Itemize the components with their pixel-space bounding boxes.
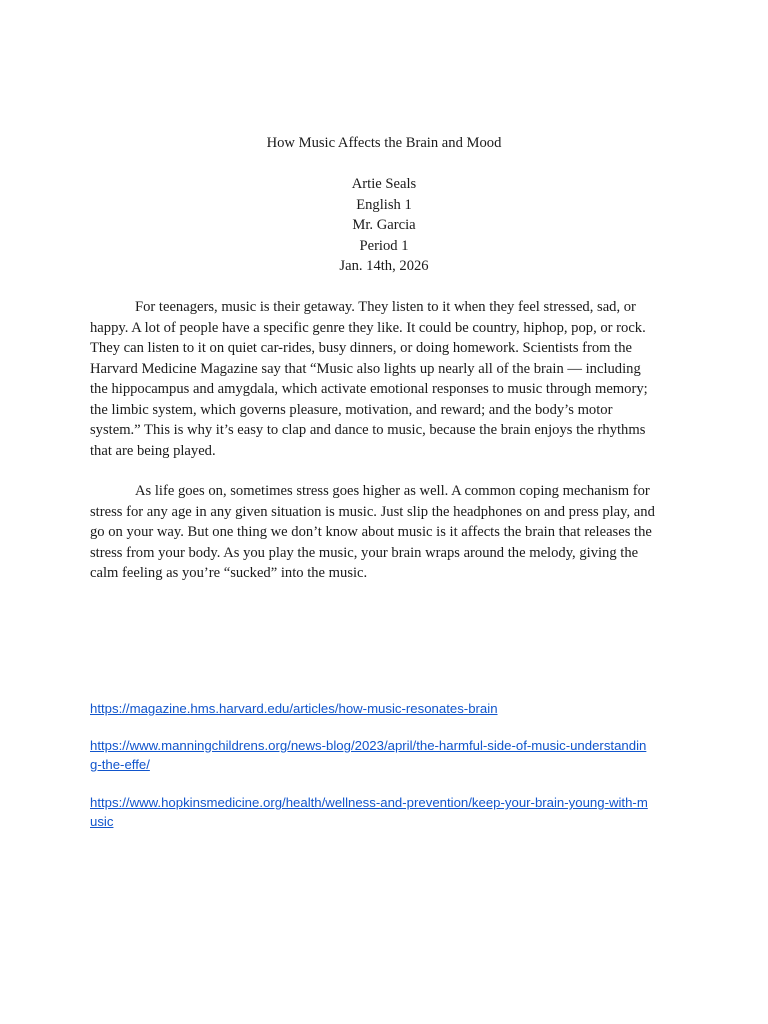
paragraph-line: stress for any age in any given situation is music. Just slip the headphones on and press play, and: [90, 503, 655, 520]
class-period: Period 1: [359, 237, 409, 254]
teacher-name: Mr. Garcia: [352, 217, 416, 233]
link-text: https://www.hopkinsmedicine.org/health/wellness-and-prevention/keep-your-brain-young-with-m: [90, 795, 648, 810]
paragraph-2: [90, 481, 676, 584]
paragraph-line: As life goes on, sometimes stress goes higher as well. A common coping mechanism for: [135, 483, 650, 499]
link-text: usic: [90, 813, 114, 829]
paragraph-line: stress from your body. As you play the music, your brain wraps around the melody, giving the: [90, 544, 639, 561]
source-link-hopkins[interactable]: [90, 794, 648, 831]
paragraph-line: system.” This is why it’s easy to clap and dance to music, because the brain enjoys the rhythms: [90, 422, 646, 438]
paragraph-line: that are being played.: [90, 442, 216, 459]
link-text: g-the-effe/: [90, 756, 150, 772]
author-name: Artie Seals: [351, 176, 417, 192]
paragraph-line: calm feeling as you’re “sucked” into the music.: [90, 565, 368, 581]
paragraph-line: the hippocampus and amygdala, which activate emotional responses to music through memory;: [90, 381, 648, 397]
document-title: How Music Affects the Brain and Mood: [266, 135, 502, 151]
link-text: https://www.manningchildrens.org/news-blog/2023/april/the-harmful-side-of-music-understandin: [90, 738, 647, 753]
paragraph-line: happy. A lot of people have a specific genre they like. It could be country, hiphop, pop, or rock.: [90, 319, 646, 336]
paragraph-line: Harvard Medicine Magazine say that “Music also lights up nearly all of the brain — including: [90, 360, 641, 377]
source-link-harvard[interactable]: [90, 700, 498, 719]
paragraph-line: go on your way. But one thing we don’t know about music is it affects the brain that releases the: [90, 524, 652, 540]
paragraph-line: For teenagers, music is their getaway. They listen to it when they feel stressed, sad, or: [135, 299, 636, 315]
paragraph-1: [90, 297, 676, 461]
paragraph-line: They can listen to it on quiet car-rides, busy dinners, or doing homework. Scientists from the: [90, 340, 632, 356]
header-block: [0, 174, 768, 277]
source-link-manning[interactable]: [90, 737, 646, 774]
document-date: Jan. 14th, 2026: [339, 258, 429, 274]
paragraph-line: the limbic system, which governs pleasure, motivation, and reward; and the body’s motor: [90, 401, 613, 418]
course-name: English 1: [356, 196, 412, 213]
link-text: https://magazine.hms.harvard.edu/articles/how-music-resonates-brain: [90, 701, 498, 716]
